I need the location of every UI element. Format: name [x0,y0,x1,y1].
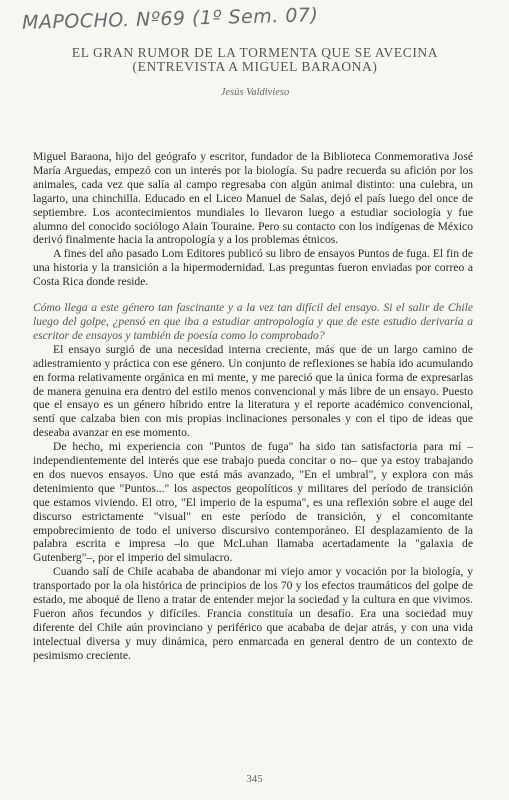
interview-question: Cómo llega a este género tan fascinante y a la vez tan difícil del ensayo. Si el salir de Chile luego del golpe, ¿pensó en que iba a estudiar antropología y que de este estudio derivaría a escritor de ensayos y también de poesía como lo comprobado? [33,301,473,342]
paragraph-answer-2: De hecho, mi experiencia con "Puntos de fuga" ha sido tan satisfactoria para mí –independientemente del interés que ese trabajo pueda concitar o no– que ya estoy trabajando en dos nuevos ensayos. Uno que está más avanzado, "En el umbral", y explora con más detenimiento que "Puntos..." los aspectos geopolíticos y militares del período de transición que estamos viviendo. El otro, "El imperio de la espuma", es una reflexión sobre el auge del discurso estrictamente "visual" en este período de transición, y el concomitante empobrecimiento de todo el universo discursivo contemporáneo. El desplazamiento de la palabra escrita e impresa –lo que McLuhan llamaba acertadamente la "galaxia de Gutenberg"–, por el imperio del simulacro. [33,440,473,565]
title-line-1: EL GRAN RUMOR DE LA TORMENTA QUE SE AVECINA [71,45,439,60]
page-number: 345 [246,773,263,785]
handwritten-annotation: MAPOCHO. Nº69 (1º Sem. 07) [21,4,319,34]
title-line-2: (ENTREVISTA A MIGUEL BARAONA) [132,59,378,74]
paragraph-answer-3: Cuando salí de Chile acababa de abandonar mi viejo amor y vocación por la biología, y transportado por la ola histórica de principios de los 70 y los efectos traumáticos del golpe de estado, me aboqué de lleno a tratar de entender mejor la sociedad y la cultura en que vivimos. Fueron años fecundos y difíciles. Francia constituía un desafío. Era una sociedad muy diferente del Chile aún provinciano y periférico que acababa de dejar atrás, y con una vida intelectual diversa y muy dinámica, pero enmarcada en general dentro de un contexto de pesimismo creciente. [33,565,473,662]
article-title [50,46,460,74]
paragraph-answer-1: El ensayo surgió de una necesidad interna creciente, más que de un largo camino de adiestramiento y práctica con ese género. Un conjunto de reflexiones se había ido acumulando en forma relativamente orgánica en mi mente, y me pareció que la única forma de expresarlas de manera genuina era dentro del estilo menos convencional y más libre de un ensayo. Puesto que el ensayo es un género híbrido entre la literatura y el reporte académico convencional, sentí que calzaba bien con mis propias inclinaciones personales y con el tipo de ideas que deseaba avanzar en ese momento. [33,342,473,440]
author-name: Jesús Valdivieso [220,87,290,98]
article-body [33,150,473,663]
paragraph-intro: Miguel Baraona, hijo del geógrafo y escritor, fundador de la Biblioteca Conmemorativa José María Arguedas, empezó con un interés por la biología. Su padre recuerda su afición por los animales, cada vez que salía al campo regresaba con algún animal distinto: una culebra, un lagarto, una chinchilla. Educado en el Liceo Manuel de Salas, dejó el país luego del once de septiembre. Los acontecimientos mundiales lo llevaron luego a estudiar sociología y fue alumno del conocido sociólogo Alain Touraine. Pero su contacto con los indígenas de México derivó finalmente hacia la antropología y a los problemas étnicos. [33,150,473,247]
paragraph-publication: A fines del año pasado Lom Editores publicó su libro de ensayos Puntos de fuga. El fin de una historia y la transición a la hipermodernidad. Las preguntas fueron enviadas por correo a Costa Rica donde reside. [33,247,473,289]
